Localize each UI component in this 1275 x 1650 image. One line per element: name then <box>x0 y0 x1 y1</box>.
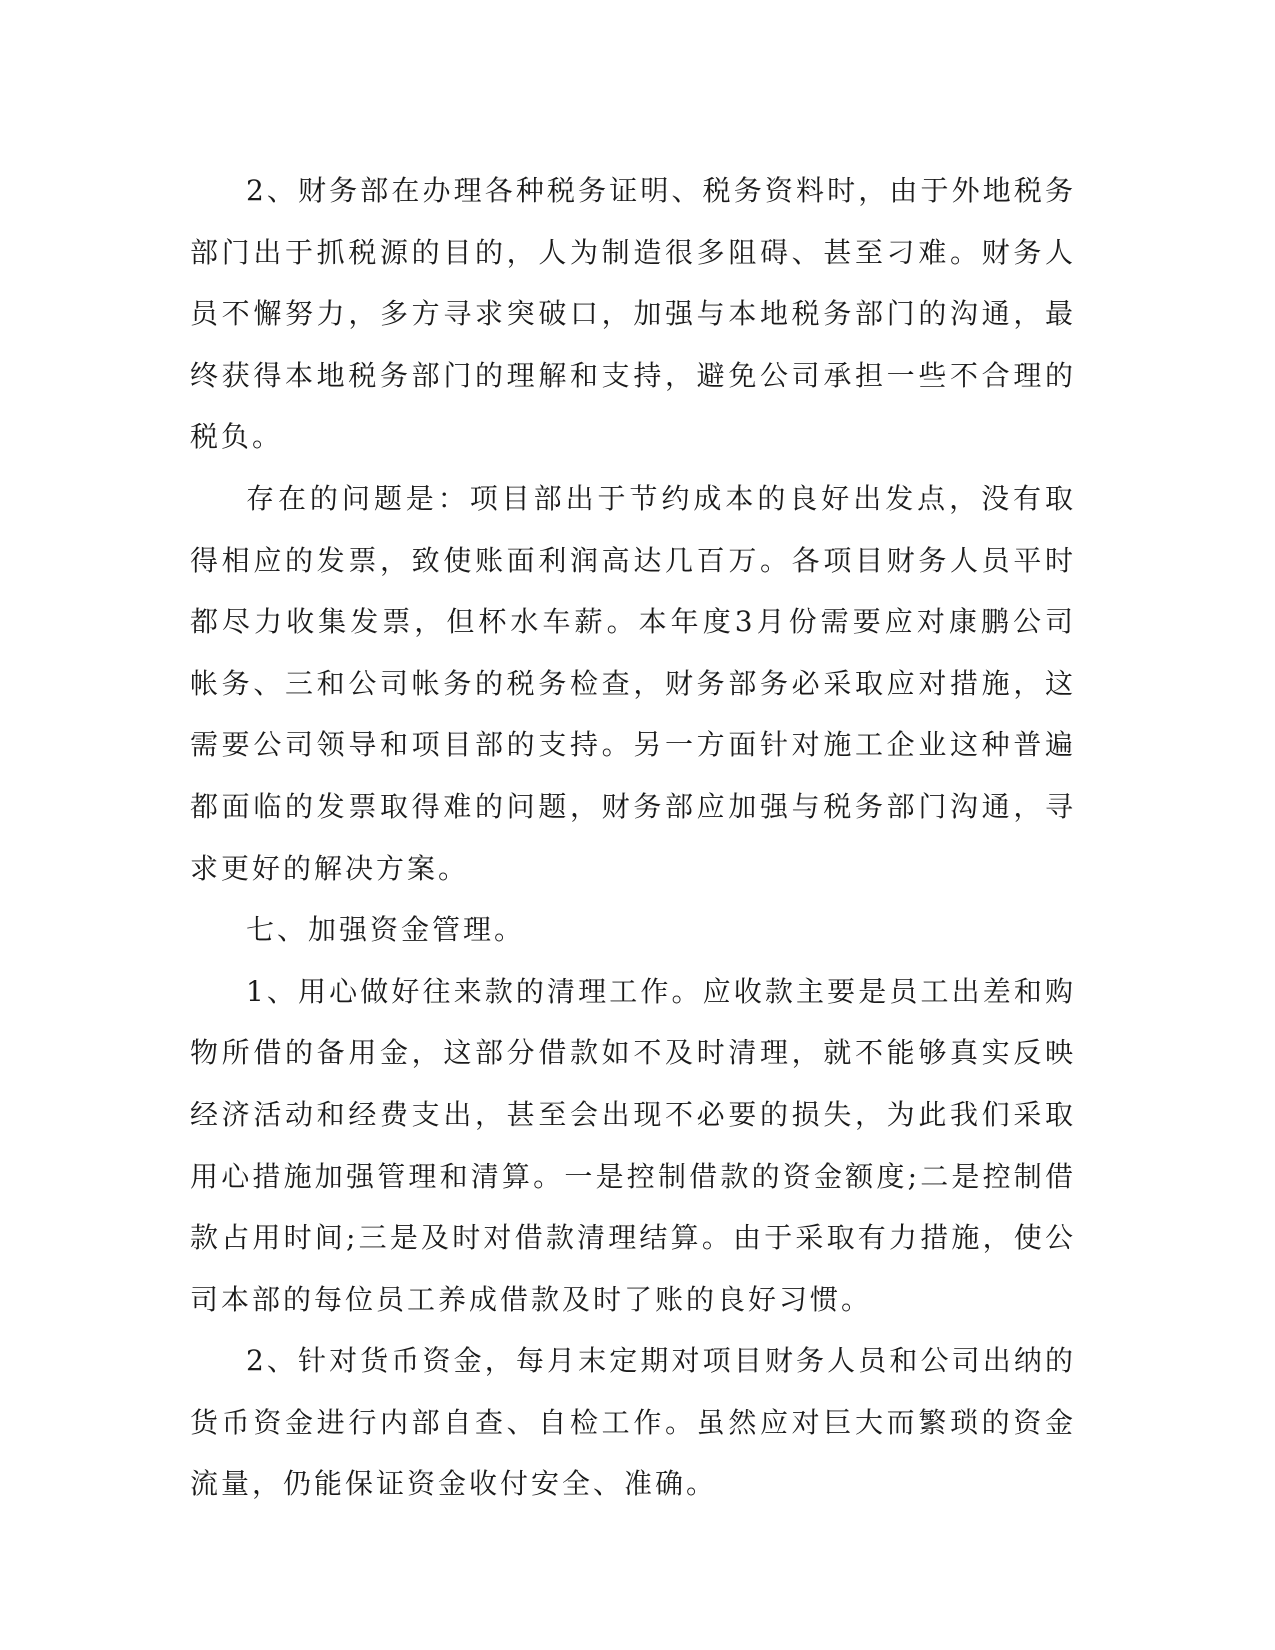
paragraph-receivables-cleanup: 1、用心做好往来款的清理工作。应收款主要是员工出差和购物所借的备用金，这部分借款如不及时清理，就不能够真实反映经济活动和经费支出，甚至会出现不必要的损失，为此我们采取用心措施加强管理和清算。一是控制借款的资金额度;二是控制借款占用时间;三是及时对借款清理结算。由于采取有力措施，使公司本部的每位员工养成借款及时了账的良好习惯。 <box>190 974 1076 1316</box>
paragraph-monetary-funds: 2、针对货币资金，每月末定期对项目财务人员和公司出纳的货币资金进行内部自查、自检工作。虽然应对巨大而繁琐的资金流量，仍能保证资金收付安全、准确。 <box>190 1344 1076 1501</box>
document-body <box>190 160 1076 1515</box>
paragraph-tax-certificates: 2、财务部在办理各种税务证明、税务资料时，由于外地税务部门出于抓税源的目的，人为制造很多阻碍、甚至刁难。财务人员不懈努力，多方寻求突破口，加强与本地税务部门的沟通，最终获得本地税务部门的理解和支持，避免公司承担一些不合理的税负。 <box>190 174 1076 454</box>
paragraph-existing-problems: 存在的问题是：项目部出于节约成本的良好出发点，没有取得相应的发票，致使账面利润高达几百万。各项目财务人员平时都尽力收集发票，但杯水车薪。本年度3月份需要应对康鹏公司帐务、三和公司帐务的税务检查，财务部务必采取应对措施，这需要公司领导和项目部的支持。另一方面针对施工企业这种普遍都面临的发票取得难的问题，财务部应加强与税务部门沟通，寻求更好的解决方案。 <box>190 481 1076 885</box>
section-heading-fund-management: 七、加强资金管理。 <box>246 913 526 947</box>
